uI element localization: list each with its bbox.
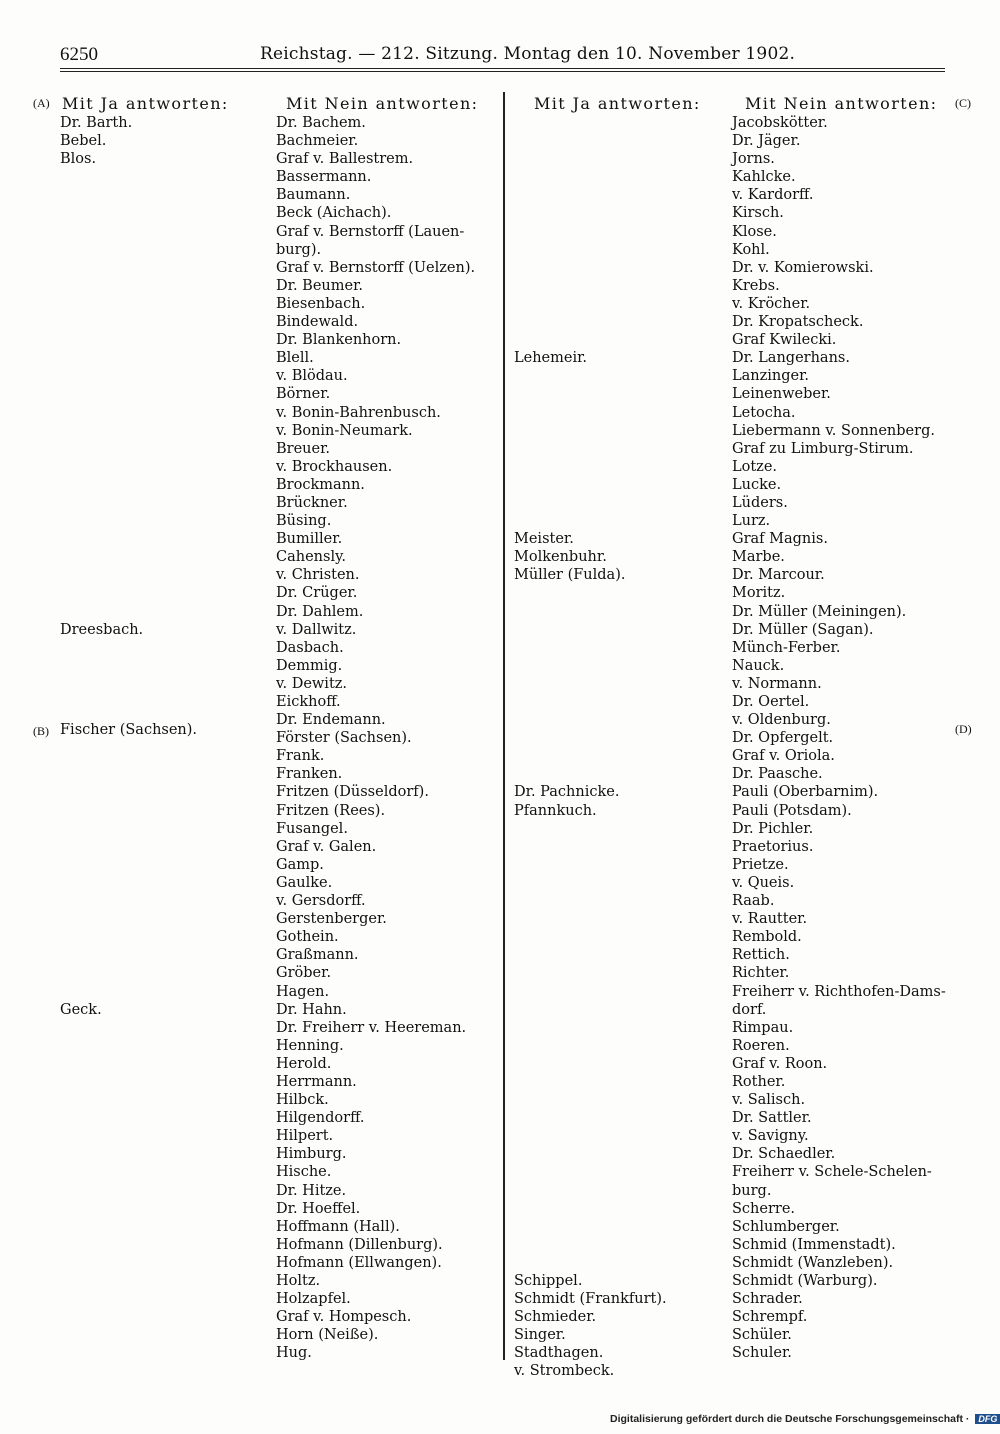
ja-name-entry (60, 259, 143, 277)
nein-name-entry: Himburg. (276, 1146, 347, 1163)
ja-name-entry (60, 277, 143, 295)
nein-name-entry: Leinenweber. (732, 386, 831, 403)
ja-name-entry (60, 928, 143, 946)
nein-name-entry: Graf v. Bernstorff (Lauen- (276, 223, 465, 240)
ja-name-entry (514, 874, 667, 892)
nein-name-entry: Freiherr v. Schele-Schelen- (732, 1164, 932, 1181)
ja-name-entry: Meister. (514, 531, 574, 548)
ja-name-entry (60, 186, 143, 204)
nein-name-entry: Schmid (Immenstadt). (732, 1236, 896, 1253)
margin-marker-d: (D) (955, 722, 972, 736)
nein-name-entry: v. Kardorff. (732, 187, 814, 204)
ja-name-entry: Pfannkuch. (514, 802, 597, 819)
ja-name-entry (60, 838, 143, 856)
nein-name-entry: Holtz. (276, 1273, 321, 1289)
right-nein-list (732, 114, 946, 1362)
footer-credit-text: Digitalisierung gefördert durch die Deutsche Forschungsgemeinschaft (610, 1413, 963, 1425)
nein-name-entry: v. Blödau. (276, 368, 348, 385)
nein-name-entry: v. Christen. (276, 567, 360, 584)
dfg-logo: DFG (975, 1414, 1000, 1424)
ja-name-entry (514, 910, 667, 928)
ja-name-entry (60, 584, 143, 602)
nein-name-entry: v. Salisch. (732, 1092, 806, 1109)
ja-name-entry: Dreesbach. (60, 621, 144, 638)
nein-name-entry: Schüler. (732, 1327, 792, 1344)
nein-name-entry: Freiherr v. Richthofen-Dams- (732, 983, 946, 1000)
nein-name-entry: Roeren. (732, 1037, 790, 1054)
nein-name-entry: Breuer. (276, 440, 331, 457)
ja-name-entry (514, 820, 667, 838)
nein-name-entry: v. Queis. (732, 874, 795, 891)
nein-name-entry: Lurz. (732, 513, 771, 530)
ja-name-entry (60, 874, 143, 892)
nein-name-entry: Dr. Sattler. (732, 1110, 812, 1127)
nein-name-entry: Demmig. (276, 657, 343, 674)
ja-name-entry (514, 204, 667, 222)
ja-name-entry (514, 186, 667, 204)
ja-name-entry (60, 331, 143, 349)
ja-name-entry (514, 856, 667, 874)
nein-name-entry: v. Rautter. (732, 911, 808, 928)
nein-name-entry: Franken. (276, 766, 343, 783)
nein-name-entry: Prietze. (732, 856, 789, 873)
nein-name-entry: Dr. Endemann. (276, 712, 386, 729)
ja-name-entry (60, 964, 143, 982)
nein-name-entry: Lüders. (732, 494, 788, 511)
ja-name-entry (514, 440, 667, 458)
ja-name-entry (514, 621, 667, 639)
ja-name-entry (514, 892, 667, 910)
ja-name-entry (514, 584, 667, 602)
right-nein-heading: Mit Nein antworten: (745, 94, 938, 113)
nein-name-entry: Rettich. (732, 947, 790, 964)
ja-name-entry (514, 1236, 667, 1254)
nein-name-entry: Cahensly. (276, 549, 346, 566)
nein-name-entry: Graf v. Oriola. (732, 748, 835, 765)
ja-name-entry (60, 422, 143, 440)
nein-name-entry: v. Savigny. (732, 1128, 809, 1145)
header-rule (60, 68, 945, 69)
nein-name-entry: Bachmeier. (276, 133, 359, 150)
ja-name-entry: Schippel. (514, 1273, 583, 1289)
ja-name-entry: Schmieder. (514, 1309, 597, 1326)
nein-name-entry: Graf v. Hompesch. (276, 1309, 412, 1326)
nein-name-entry: Eickhoff. (276, 694, 341, 710)
nein-name-entry: Liebermann v. Sonnenberg. (732, 422, 935, 439)
nein-name-entry: Kirsch. (732, 205, 784, 222)
ja-name-entry: Dr. Barth. (60, 115, 133, 131)
ja-name-entry (60, 404, 143, 422)
ja-name-entry (60, 657, 143, 675)
nein-name-entry: Jacobskötter. (732, 115, 828, 131)
ja-name-entry (60, 639, 143, 657)
ja-name-entry (514, 838, 667, 856)
ja-name-entry (60, 783, 143, 801)
nein-name-entry: Dr. Pichler. (732, 820, 814, 837)
nein-name-entry: Förster (Sachsen). (276, 730, 412, 747)
nein-name-entry: Dr. Jäger. (732, 133, 801, 150)
nein-name-entry: Brockmann. (276, 476, 365, 493)
nein-name-entry: Scherre. (732, 1200, 796, 1217)
ja-name-entry (60, 349, 143, 367)
nein-name-entry: Herrmann. (276, 1073, 357, 1090)
ja-name-entry (60, 820, 143, 838)
nein-name-entry: Gothein. (276, 929, 339, 946)
nein-name-entry: Schlumberger. (732, 1218, 840, 1235)
nein-name-entry: Graf v. Ballestrem. (276, 151, 414, 168)
ja-name-entry (514, 729, 667, 747)
nein-name-entry: v. Bonin-Bahrenbusch. (276, 404, 441, 421)
nein-name-entry: Marbe. (732, 549, 785, 566)
nein-name-entry: Graf Kwilecki. (732, 332, 837, 349)
ja-name-entry (514, 277, 667, 295)
nein-name-entry: Schmidt (Warburg). (732, 1273, 878, 1289)
nein-name-entry: Dr. Opfergelt. (732, 730, 834, 747)
ja-name-entry (514, 657, 667, 675)
ja-name-entry (514, 1145, 667, 1163)
margin-marker-a: (A) (33, 96, 50, 110)
ja-name-entry (514, 223, 667, 241)
nein-name-entry: Lanzinger. (732, 368, 810, 385)
ja-name-entry (514, 114, 667, 132)
nein-name-entry: Schrempf. (732, 1309, 808, 1326)
ja-name-entry (514, 422, 667, 440)
nein-name-entry: Lotze. (732, 458, 778, 475)
ja-name-entry (60, 385, 143, 403)
nein-name-entry: Holzapfel. (276, 1291, 351, 1308)
nein-name-entry: Schrader. (732, 1291, 803, 1308)
ja-name-entry (514, 946, 667, 964)
nein-name-entry: Hofmann (Dillenburg). (276, 1236, 443, 1253)
ja-name-entry (514, 259, 667, 277)
ja-name-entry (514, 639, 667, 657)
ja-name-entry (514, 1182, 667, 1200)
nein-name-entry: Rother. (732, 1073, 786, 1090)
nein-name-entry: Biesenbach. (276, 295, 366, 312)
nein-name-entry: Dr. Marcour. (732, 567, 825, 584)
nein-name-entry: Gröber. (276, 965, 332, 982)
ja-name-entry (514, 404, 667, 422)
nein-name-entry: Klose. (732, 223, 777, 240)
nein-name-entry: Gerstenberger. (276, 911, 387, 928)
nein-name-entry: Dr. Dahlem. (276, 603, 364, 620)
ja-name-entry: Blos. (60, 151, 97, 168)
ja-name-entry (60, 313, 143, 331)
nein-name-entry: Letocha. (732, 404, 796, 421)
right-ja-list (514, 114, 667, 1381)
ja-name-entry (514, 1037, 667, 1055)
ja-name-entry (60, 494, 143, 512)
nein-name-entry: Hofmann (Ellwangen). (276, 1254, 442, 1271)
column-divider (503, 92, 505, 1360)
ja-name-entry: Molkenbuhr. (514, 549, 607, 566)
ja-name-entry (60, 910, 143, 928)
ja-name-entry (514, 313, 667, 331)
ja-name-entry (60, 603, 143, 621)
nein-name-entry: Jorns. (732, 151, 775, 168)
nein-name-entry: Krebs. (732, 277, 780, 294)
nein-name-entry: Büsing. (276, 513, 332, 530)
nein-name-entry: Hug. (276, 1345, 312, 1362)
nein-name-entry: burg. (732, 1182, 772, 1199)
ja-name-entry: Schmidt (Frankfurt). (514, 1291, 667, 1308)
ja-name-entry (514, 1200, 667, 1218)
ja-name-entry (514, 983, 667, 1001)
ja-name-entry (514, 458, 667, 476)
margin-marker-b: (B) (33, 724, 49, 738)
left-nein-list (276, 114, 475, 1362)
nein-name-entry: Dr. Hoeffel. (276, 1200, 361, 1217)
nein-name-entry: Dr. Müller (Sagan). (732, 621, 874, 638)
nein-name-entry: Fusangel. (276, 820, 348, 837)
nein-name-entry: Praetorius. (732, 838, 814, 855)
nein-name-entry: Nauck. (732, 657, 785, 674)
ja-name-entry (60, 747, 143, 765)
nein-name-entry: v. Dallwitz. (276, 621, 357, 638)
nein-name-entry: Hische. (276, 1164, 332, 1181)
ja-name-entry (514, 693, 667, 711)
nein-name-entry: Dr. Schaedler. (732, 1146, 836, 1163)
ja-name-entry (514, 476, 667, 494)
nein-name-entry: Hagen. (276, 983, 330, 1000)
nein-name-entry: Richter. (732, 965, 790, 982)
nein-name-entry: Dr. Bachem. (276, 115, 366, 131)
nein-name-entry: v. Normann. (732, 675, 822, 692)
ja-name-entry (60, 440, 143, 458)
nein-name-entry: Kahlcke. (732, 169, 796, 186)
ja-name-entry: Bebel. (60, 133, 107, 150)
nein-name-entry: Münch-Ferber. (732, 639, 841, 656)
nein-name-entry: Schmidt (Wanzleben). (732, 1254, 894, 1271)
nein-name-entry: Moritz. (732, 585, 786, 602)
nein-name-entry: Brückner. (276, 494, 348, 511)
ja-name-entry (514, 512, 667, 530)
ja-name-entry (60, 892, 143, 910)
nein-name-entry: Frank. (276, 748, 325, 765)
page-title: Reichstag. — 212. Sitzung. Montag den 10. November 1902. (260, 44, 796, 64)
nein-name-entry: Dr. Paasche. (732, 766, 823, 783)
ja-name-entry (514, 367, 667, 385)
nein-name-entry: Bumiller. (276, 531, 343, 548)
nein-name-entry: Hoffmann (Hall). (276, 1218, 400, 1235)
ja-name-entry (60, 476, 143, 494)
nein-name-entry: Graf zu Limburg-Stirum. (732, 440, 914, 457)
ja-name-entry (60, 295, 143, 313)
nein-name-entry: Kohl. (732, 241, 770, 258)
nein-name-entry: Herold. (276, 1055, 332, 1072)
nein-name-entry: v. Bonin-Neumark. (276, 422, 413, 439)
ja-name-entry (514, 295, 667, 313)
ja-name-entry (514, 1091, 667, 1109)
ja-name-entry (514, 1163, 667, 1181)
ja-name-entry (60, 530, 143, 548)
nein-name-entry: burg). (276, 241, 322, 258)
nein-name-entry: Graf v. Galen. (276, 838, 377, 855)
header-rule-thin (60, 71, 945, 72)
ja-name-entry (514, 494, 667, 512)
ja-name-entry (60, 512, 143, 530)
left-ja-entry-fischer: Fischer (Sachsen). (60, 722, 198, 738)
nein-name-entry: v. Gersdorff. (276, 893, 366, 910)
nein-name-entry: Beck (Aichach). (276, 205, 392, 222)
nein-name-entry: Dr. Crüger. (276, 585, 358, 602)
ja-name-entry (60, 168, 143, 186)
nein-name-entry: Rimpau. (732, 1019, 794, 1036)
ja-name-entry (514, 964, 667, 982)
nein-name-entry: Gamp. (276, 856, 324, 873)
ja-name-entry: Dr. Pachnicke. (514, 784, 620, 801)
ja-name-entry (60, 946, 143, 964)
ja-name-entry (514, 150, 667, 168)
nein-name-entry: Dr. Langerhans. (732, 350, 850, 367)
ja-name-entry (60, 223, 143, 241)
nein-name-entry: Bindewald. (276, 314, 359, 331)
nein-name-entry: Graßmann. (276, 947, 359, 964)
nein-name-entry: Lucke. (732, 476, 782, 493)
ja-name-entry (60, 566, 143, 584)
ja-name-entry: Singer. (514, 1327, 566, 1344)
ja-name-entry (514, 711, 667, 729)
nein-name-entry: Dr. v. Komierowski. (732, 259, 874, 276)
nein-name-entry: Rembold. (732, 929, 802, 946)
ja-name-entry (514, 1254, 667, 1272)
page-number: 6250 (60, 44, 98, 65)
ja-name-entry (60, 983, 143, 1001)
ja-name-entry (60, 675, 143, 693)
ja-name-entry (60, 458, 143, 476)
nein-name-entry: Pauli (Oberbarnim). (732, 784, 879, 801)
ja-name-entry (514, 603, 667, 621)
ja-name-entry (514, 1127, 667, 1145)
ja-name-entry (514, 331, 667, 349)
nein-name-entry: Pauli (Potsdam). (732, 802, 852, 819)
nein-name-entry: Dr. Oertel. (732, 694, 810, 710)
nein-name-entry: Dasbach. (276, 639, 344, 656)
ja-name-entry (514, 385, 667, 403)
ja-name-entry (514, 928, 667, 946)
nein-name-entry: Fritzen (Rees). (276, 802, 386, 819)
nein-name-entry: Hilbck. (276, 1092, 329, 1109)
ja-name-entry: Stadthagen. (514, 1345, 604, 1362)
nein-name-entry: Baumann. (276, 187, 351, 204)
margin-marker-c: (C) (955, 96, 971, 110)
ja-name-entry (514, 1001, 667, 1019)
ja-name-entry (60, 367, 143, 385)
nein-name-entry: Graf Magnis. (732, 531, 828, 548)
ja-name-entry (514, 747, 667, 765)
ja-name-entry (60, 856, 143, 874)
nein-name-entry: v. Dewitz. (276, 675, 348, 692)
ja-name-entry (514, 1218, 667, 1236)
page-header (60, 44, 945, 68)
left-ja-list (60, 114, 143, 1019)
footer-credit: Digitalisierung gefördert durch die Deutsche Forschungsgemeinschaft · DFG (610, 1413, 1000, 1425)
left-ja-heading: Mit Ja antworten: (62, 94, 229, 113)
nein-name-entry: Gaulke. (276, 874, 333, 891)
ja-name-entry (514, 241, 667, 259)
ja-name-entry (514, 1073, 667, 1091)
ja-name-entry (60, 693, 143, 711)
ja-name-entry (60, 802, 143, 820)
nein-name-entry: Dr. Blankenhorn. (276, 332, 402, 349)
nein-name-entry: Hilgendorff. (276, 1110, 365, 1127)
ja-name-entry (514, 765, 667, 783)
nein-name-entry: Henning. (276, 1037, 344, 1054)
ja-name-entry (514, 168, 667, 186)
ja-name-entry: v. Strombeck. (514, 1363, 615, 1380)
ja-name-entry (514, 1019, 667, 1037)
nein-name-entry: Graf v. Bernstorff (Uelzen). (276, 259, 476, 276)
ja-name-entry (60, 204, 143, 222)
nein-name-entry: Dr. Beumer. (276, 277, 364, 294)
ja-name-entry: Müller (Fulda). (514, 567, 626, 584)
nein-name-entry: Graf v. Roon. (732, 1055, 828, 1072)
ja-name-entry (514, 675, 667, 693)
ja-name-entry (60, 241, 143, 259)
nein-name-entry: Dr. Hitze. (276, 1182, 347, 1199)
nein-name-entry: Horn (Neiße). (276, 1327, 379, 1344)
nein-name-entry: dorf. (732, 1001, 767, 1018)
nein-name-entry: Bassermann. (276, 169, 372, 186)
nein-name-entry: Raab. (732, 893, 775, 910)
nein-name-entry: Dr. Freiherr v. Heereman. (276, 1019, 467, 1036)
nein-name-entry: v. Oldenburg. (732, 712, 831, 729)
nein-name-entry: Dr. Kropatscheck. (732, 314, 864, 331)
ja-name-entry (60, 548, 143, 566)
right-ja-heading: Mit Ja antworten: (534, 94, 701, 113)
ja-name-entry (514, 132, 667, 150)
nein-name-entry: v. Kröcher. (732, 295, 811, 312)
ja-name-entry (514, 1055, 667, 1073)
ja-name-entry: Lehemeir. (514, 350, 588, 367)
nein-name-entry: Dr. Hahn. (276, 1001, 347, 1018)
nein-name-entry: Fritzen (Düsseldorf). (276, 784, 429, 801)
ja-name-entry (60, 765, 143, 783)
nein-name-entry: v. Brockhausen. (276, 458, 393, 475)
nein-name-entry: Börner. (276, 386, 331, 403)
nein-name-entry: Hilpert. (276, 1128, 334, 1145)
ja-name-entry (514, 1109, 667, 1127)
ja-name-entry: Geck. (60, 1001, 102, 1018)
nein-name-entry: Dr. Müller (Meiningen). (732, 603, 907, 620)
nein-name-entry: Blell. (276, 350, 314, 367)
nein-name-entry: Schuler. (732, 1345, 792, 1362)
left-nein-heading: Mit Nein antworten: (286, 94, 479, 113)
